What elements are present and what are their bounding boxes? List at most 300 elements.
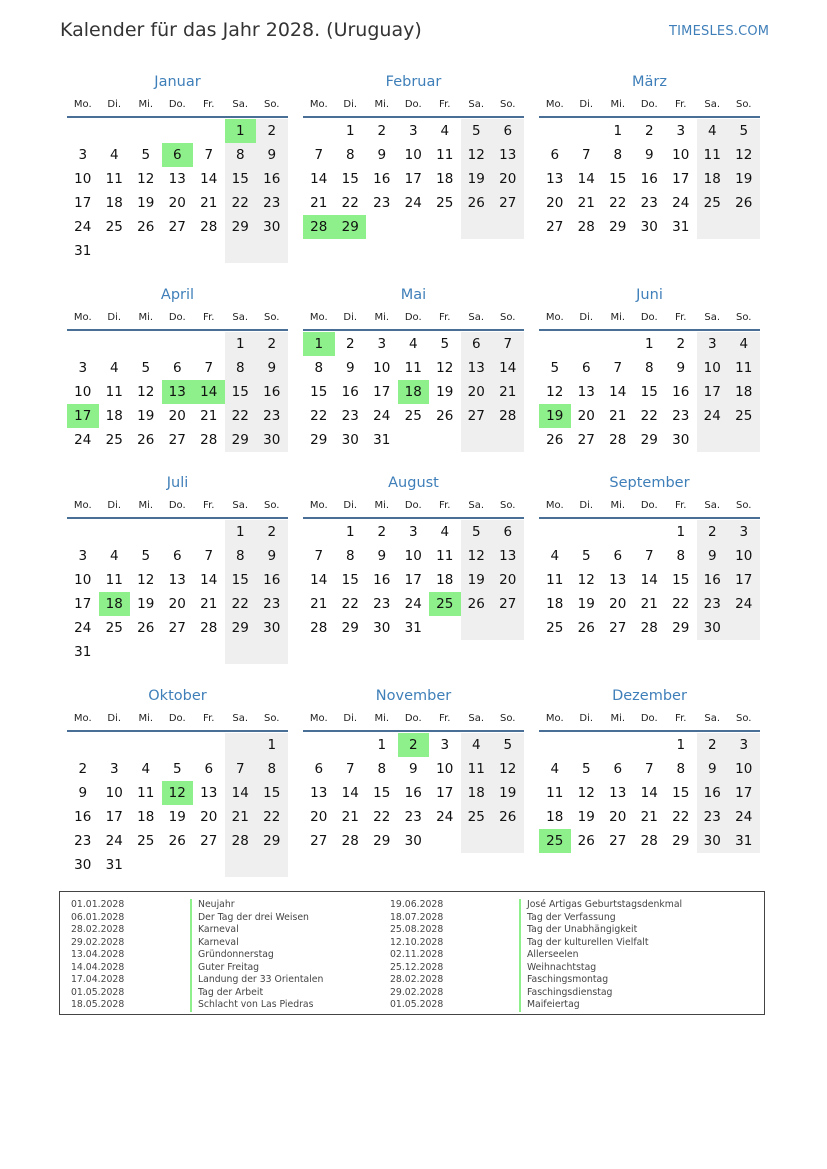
day-cell: 4: [440, 524, 450, 540]
day-cell: 1: [345, 524, 355, 540]
weekday-label: Do.: [404, 312, 422, 323]
day-cell: 24: [74, 432, 92, 448]
day-cell: 18: [105, 408, 123, 424]
day-cell: 8: [613, 147, 623, 163]
day-cell: 12: [436, 360, 454, 376]
day-cell: 13: [200, 785, 218, 801]
weekday-label: So.: [500, 713, 516, 724]
day-cell: 10: [404, 147, 422, 163]
day-cell: 5: [581, 761, 591, 777]
empty-weekend-cell: [492, 215, 524, 239]
holiday-date: 29.02.2028: [71, 936, 125, 948]
holiday-day: 2: [398, 733, 430, 757]
day-cell: 23: [74, 833, 92, 849]
day-cell: 10: [672, 147, 690, 163]
day-cell: 29: [672, 833, 690, 849]
day-cell: 30: [373, 620, 391, 636]
day-cell: 15: [672, 572, 690, 588]
month-divider: [539, 116, 760, 118]
day-grid: [539, 733, 760, 853]
month-divider: [67, 329, 288, 331]
holiday-name: Gründonnerstag: [190, 949, 323, 962]
weekday-label: Di.: [579, 99, 594, 110]
month-name: September: [609, 475, 690, 491]
empty-weekend-cell: [225, 239, 257, 263]
weekday-label: Mo.: [309, 99, 328, 110]
day-cell: 22: [609, 195, 627, 211]
day-cell: 25: [404, 408, 422, 424]
weekday-label: Mi.: [374, 713, 390, 724]
day-cell: 22: [640, 408, 658, 424]
day-cell: 9: [78, 785, 88, 801]
day-cell: 24: [404, 596, 422, 612]
day-cell: 8: [345, 548, 355, 564]
day-cell: 26: [728, 191, 760, 215]
day-cell: 12: [492, 757, 524, 781]
empty-weekend-cell: [461, 616, 493, 640]
day-cell: 19: [137, 596, 155, 612]
day-cell: 14: [225, 781, 257, 805]
day-cell: 8: [644, 360, 654, 376]
holiday-date: 28.02.2028: [71, 924, 125, 935]
holiday-dates-right: [390, 899, 443, 1012]
day-cell: 27: [609, 833, 627, 849]
holiday-day: 28: [303, 215, 335, 239]
holiday-day: 1: [303, 332, 335, 356]
day-cell: 16: [341, 384, 359, 400]
day-cell: 3: [408, 524, 418, 540]
weekday-label: Mo.: [73, 99, 92, 110]
month-name: Juli: [166, 475, 189, 491]
month-name: März: [632, 74, 667, 90]
holiday-name: Neujahr: [190, 899, 323, 912]
day-cell: 12: [577, 785, 595, 801]
day-cell: 11: [728, 356, 760, 380]
day-cell: 25: [105, 219, 123, 235]
day-cell: 13: [168, 572, 186, 588]
day-cell: 22: [341, 195, 359, 211]
month-divider: [67, 730, 288, 732]
day-cell: 23: [373, 195, 391, 211]
day-cell: 18: [546, 596, 564, 612]
weekday-label: Do.: [404, 99, 422, 110]
weekday-label: Do.: [640, 713, 658, 724]
day-cell: 26: [436, 408, 454, 424]
month-divider: [303, 517, 524, 519]
day-cell: 5: [461, 119, 493, 143]
weekday-label: Fr.: [675, 713, 687, 724]
day-cell: 1: [225, 520, 257, 544]
day-cell: 11: [137, 785, 155, 801]
empty-weekend-cell: [256, 853, 288, 877]
day-cell: 16: [697, 568, 729, 592]
day-cell: 22: [225, 191, 257, 215]
holiday-name: Faschingsdienstag: [519, 987, 682, 1000]
day-cell: 25: [436, 195, 454, 211]
weekday-label: Sa.: [704, 713, 721, 724]
day-cell: 28: [492, 404, 524, 428]
day-cell: 15: [672, 785, 690, 801]
day-cell: 12: [461, 544, 493, 568]
day-cell: 28: [200, 219, 218, 235]
holiday-date: 01.05.2028: [71, 986, 125, 998]
day-cell: 6: [550, 147, 560, 163]
day-cell: 25: [137, 833, 155, 849]
day-grid: [67, 520, 288, 664]
day-cell: 13: [492, 143, 524, 167]
holiday-day: 14: [193, 380, 225, 404]
day-cell: 22: [373, 809, 391, 825]
day-cell: 22: [672, 809, 690, 825]
day-cell: 22: [256, 805, 288, 829]
day-grid: [67, 119, 288, 263]
weekday-label: Mo.: [73, 500, 92, 511]
day-cell: 9: [697, 544, 729, 568]
weekday-label: Sa.: [704, 500, 721, 511]
day-cell: 17: [373, 384, 391, 400]
day-cell: 19: [436, 384, 454, 400]
day-cell: 7: [581, 147, 591, 163]
day-cell: 29: [373, 833, 391, 849]
day-cell: 10: [404, 548, 422, 564]
day-cell: 12: [546, 384, 564, 400]
day-cell: 5: [141, 548, 151, 564]
weekday-label: Mi.: [610, 99, 626, 110]
month-divider: [539, 730, 760, 732]
day-cell: 29: [310, 432, 328, 448]
day-cell: 28: [640, 620, 658, 636]
empty-weekend-cell: [256, 239, 288, 263]
day-cell: 20: [609, 809, 627, 825]
day-cell: 18: [546, 809, 564, 825]
day-cell: 9: [377, 147, 387, 163]
day-cell: 6: [492, 520, 524, 544]
day-cell: 26: [577, 620, 595, 636]
day-cell: 4: [697, 119, 729, 143]
weekday-label: Fr.: [439, 312, 451, 323]
day-cell: 20: [461, 380, 493, 404]
day-cell: 30: [697, 829, 729, 853]
day-cell: 10: [697, 356, 729, 380]
day-cell: 13: [546, 171, 564, 187]
weekday-label: So.: [736, 312, 752, 323]
day-cell: 30: [404, 833, 422, 849]
empty-weekend-cell: [461, 829, 493, 853]
day-cell: 10: [74, 171, 92, 187]
day-cell: 1: [345, 123, 355, 139]
holiday-day: 1: [225, 119, 257, 143]
day-cell: 14: [577, 171, 595, 187]
day-cell: 27: [200, 833, 218, 849]
day-cell: 15: [341, 572, 359, 588]
day-cell: 25: [105, 432, 123, 448]
day-cell: 8: [256, 757, 288, 781]
weekday-label: Mi.: [138, 500, 154, 511]
day-cell: 15: [225, 568, 257, 592]
day-cell: 9: [345, 360, 355, 376]
day-grid: [539, 520, 760, 640]
day-cell: 16: [640, 171, 658, 187]
weekday-label: Di.: [579, 713, 594, 724]
day-cell: 15: [373, 785, 391, 801]
holiday-name: Tag der kulturellen Vielfalt: [519, 937, 682, 950]
day-cell: 21: [310, 596, 328, 612]
weekday-label: So.: [736, 500, 752, 511]
weekday-label: Fr.: [675, 500, 687, 511]
day-cell: 2: [644, 123, 654, 139]
weekday-label: Mi.: [138, 713, 154, 724]
day-cell: 7: [613, 360, 623, 376]
day-cell: 11: [105, 572, 123, 588]
holiday-names-right: [519, 899, 682, 1012]
weekday-label: Di.: [343, 312, 358, 323]
day-cell: 23: [256, 191, 288, 215]
weekday-label: Mi.: [138, 312, 154, 323]
month-divider: [539, 329, 760, 331]
day-cell: 27: [310, 833, 328, 849]
holiday-list: [59, 891, 765, 1015]
empty-weekend-cell: [697, 215, 729, 239]
weekday-label: Sa.: [468, 713, 485, 724]
day-cell: 29: [609, 219, 627, 235]
holiday-day: 19: [539, 404, 571, 428]
day-cell: 31: [404, 620, 422, 636]
empty-weekend-cell: [461, 428, 493, 452]
day-cell: 2: [697, 520, 729, 544]
day-cell: 2: [256, 332, 288, 356]
day-cell: 11: [461, 757, 493, 781]
day-cell: 11: [546, 572, 564, 588]
day-cell: 14: [200, 171, 218, 187]
holiday-day: 6: [162, 143, 194, 167]
weekday-label: So.: [264, 99, 280, 110]
day-cell: 22: [225, 592, 257, 616]
weekday-label: Di.: [107, 500, 122, 511]
day-cell: 2: [256, 119, 288, 143]
day-cell: 7: [345, 761, 355, 777]
weekday-label: So.: [264, 312, 280, 323]
weekday-label: Sa.: [468, 312, 485, 323]
day-cell: 23: [404, 809, 422, 825]
day-cell: 22: [672, 596, 690, 612]
empty-weekend-cell: [256, 640, 288, 664]
day-cell: 16: [373, 572, 391, 588]
day-cell: 12: [137, 572, 155, 588]
holiday-date: 01.05.2028: [390, 999, 444, 1010]
day-cell: 21: [310, 195, 328, 211]
day-cell: 15: [341, 171, 359, 187]
day-cell: 27: [492, 592, 524, 616]
day-cell: 30: [640, 219, 658, 235]
day-cell: 16: [256, 380, 288, 404]
day-cell: 26: [492, 805, 524, 829]
day-cell: 27: [168, 432, 186, 448]
day-cell: 22: [341, 596, 359, 612]
month-divider: [303, 730, 524, 732]
day-cell: 12: [577, 572, 595, 588]
day-cell: 1: [377, 737, 387, 753]
day-cell: 16: [672, 384, 690, 400]
day-cell: 1: [613, 123, 623, 139]
day-cell: 13: [609, 785, 627, 801]
day-cell: 14: [341, 785, 359, 801]
day-cell: 29: [341, 620, 359, 636]
day-cell: 7: [225, 757, 257, 781]
day-grid: [303, 733, 524, 853]
day-cell: 10: [74, 572, 92, 588]
day-cell: 3: [697, 332, 729, 356]
weekday-label: Mo.: [73, 312, 92, 323]
day-cell: 22: [225, 404, 257, 428]
day-cell: 4: [728, 332, 760, 356]
weekday-label: Sa.: [468, 99, 485, 110]
empty-weekend-cell: [728, 616, 760, 640]
day-cell: 27: [168, 219, 186, 235]
day-cell: 20: [168, 408, 186, 424]
day-cell: 4: [550, 761, 560, 777]
weekday-label: Fr.: [675, 312, 687, 323]
day-cell: 8: [225, 143, 257, 167]
day-cell: 4: [109, 548, 119, 564]
day-cell: 23: [697, 592, 729, 616]
empty-weekend-cell: [492, 428, 524, 452]
empty-weekend-cell: [492, 829, 524, 853]
day-grid: [303, 332, 524, 452]
day-cell: 31: [74, 644, 92, 660]
day-cell: 20: [577, 408, 595, 424]
day-cell: 29: [672, 620, 690, 636]
weekday-label: Fr.: [675, 99, 687, 110]
day-cell: 31: [74, 243, 92, 259]
day-cell: 20: [492, 167, 524, 191]
day-cell: 3: [78, 360, 88, 376]
day-cell: 24: [404, 195, 422, 211]
day-cell: 3: [377, 336, 387, 352]
day-cell: 27: [546, 219, 564, 235]
holiday-date: 01.01.2028: [71, 899, 125, 910]
holiday-name: Weihnachtstag: [519, 962, 682, 975]
weekday-label: Do.: [404, 500, 422, 511]
weekday-label: Fr.: [439, 713, 451, 724]
day-cell: 10: [436, 761, 454, 777]
day-cell: 27: [577, 432, 595, 448]
holiday-date: 02.11.2028: [390, 949, 444, 960]
day-cell: 30: [256, 428, 288, 452]
day-cell: 23: [341, 408, 359, 424]
day-cell: 27: [492, 191, 524, 215]
weekday-label: Mi.: [138, 99, 154, 110]
holiday-name: Schlacht von Las Piedras: [190, 999, 323, 1012]
day-cell: 31: [373, 432, 391, 448]
weekday-label: Fr.: [439, 500, 451, 511]
holiday-name: Karneval: [190, 937, 323, 950]
day-cell: 25: [461, 805, 493, 829]
weekday-label: Di.: [343, 500, 358, 511]
day-cell: 31: [728, 829, 760, 853]
day-cell: 30: [672, 432, 690, 448]
day-cell: 23: [640, 195, 658, 211]
holiday-name: Tag der Arbeit: [190, 987, 323, 1000]
empty-weekend-cell: [728, 215, 760, 239]
day-cell: 27: [461, 404, 493, 428]
day-cell: 21: [200, 596, 218, 612]
weekday-label: Mi.: [374, 99, 390, 110]
day-cell: 17: [728, 568, 760, 592]
holiday-date: 19.06.2028: [390, 899, 444, 910]
day-cell: 7: [644, 548, 654, 564]
empty-weekend-cell: [492, 616, 524, 640]
day-cell: 15: [609, 171, 627, 187]
holiday-date: 06.01.2028: [71, 911, 125, 923]
day-cell: 13: [609, 572, 627, 588]
day-cell: 21: [640, 809, 658, 825]
day-cell: 8: [345, 147, 355, 163]
day-cell: 18: [137, 809, 155, 825]
weekday-label: Sa.: [232, 312, 249, 323]
month-name: Mai: [400, 287, 427, 303]
day-cell: 18: [697, 167, 729, 191]
day-cell: 6: [314, 761, 324, 777]
day-cell: 23: [373, 596, 391, 612]
weekday-label: Di.: [107, 312, 122, 323]
holiday-date: 13.04.2028: [71, 949, 125, 960]
holiday-name: Allerseelen: [519, 949, 682, 962]
day-cell: 21: [577, 195, 595, 211]
holiday-date: 25.08.2028: [390, 924, 444, 935]
day-cell: 17: [672, 171, 690, 187]
day-cell: 16: [373, 171, 391, 187]
day-cell: 2: [256, 520, 288, 544]
day-cell: 1: [644, 336, 654, 352]
month-name: Oktober: [148, 688, 207, 704]
day-cell: 5: [440, 336, 450, 352]
day-cell: 20: [310, 809, 328, 825]
brand-logo-text[interactable]: TIMESLES.COM: [669, 24, 770, 39]
day-cell: 20: [168, 596, 186, 612]
day-cell: 14: [200, 572, 218, 588]
day-cell: 14: [640, 785, 658, 801]
day-cell: 3: [728, 520, 760, 544]
day-cell: 21: [609, 408, 627, 424]
holiday-date: 18.05.2028: [71, 999, 125, 1010]
holiday-day: 12: [162, 781, 194, 805]
day-cell: 8: [225, 544, 257, 568]
holiday-day: 18: [99, 592, 131, 616]
day-cell: 26: [137, 432, 155, 448]
holiday-date: 29.02.2028: [390, 986, 444, 998]
day-cell: 31: [672, 219, 690, 235]
weekday-label: Mo.: [309, 312, 328, 323]
day-cell: 27: [168, 620, 186, 636]
day-cell: 6: [613, 761, 623, 777]
day-cell: 29: [640, 432, 658, 448]
day-cell: 16: [74, 809, 92, 825]
empty-weekend-cell: [461, 215, 493, 239]
day-cell: 19: [461, 167, 493, 191]
day-cell: 20: [168, 195, 186, 211]
day-cell: 5: [492, 733, 524, 757]
month-name: Januar: [154, 74, 201, 90]
day-grid: [303, 520, 524, 640]
day-cell: 6: [172, 360, 182, 376]
day-cell: 24: [697, 404, 729, 428]
day-cell: 4: [440, 123, 450, 139]
day-cell: 2: [697, 733, 729, 757]
day-cell: 20: [492, 568, 524, 592]
holiday-date: 17.04.2028: [71, 974, 125, 985]
day-cell: 6: [461, 332, 493, 356]
day-cell: 16: [697, 781, 729, 805]
